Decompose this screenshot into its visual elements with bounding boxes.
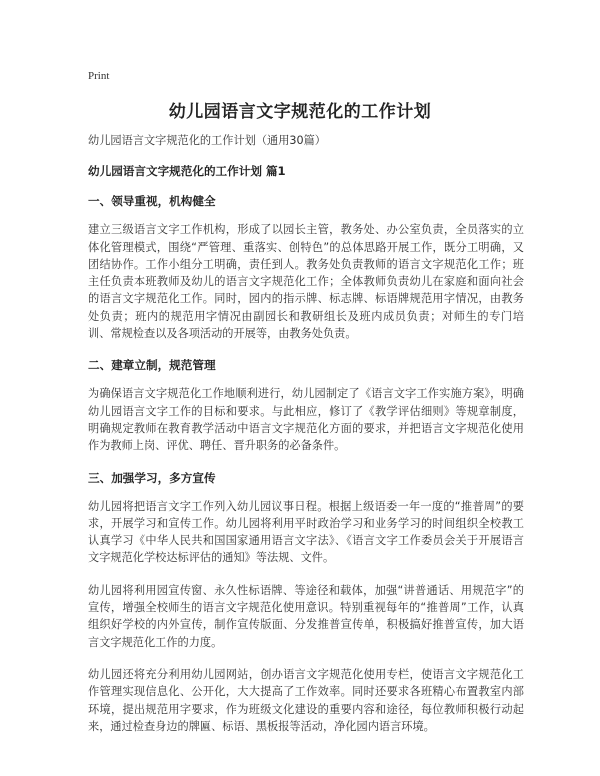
subtitle: 幼儿园语言文字规范化的工作计划（通用30篇） bbox=[88, 134, 326, 147]
section-1-paragraph-1: 建立三级语言文字工作机构，形成了以园长主管，教务处、办公室负责，全员落实的立体化管理模式，围绕“严管理、重落实、创特色”的总体思路开展工作，既分工明确，又团结协作。工作小组分工明确，责任到人。教务处负责教师的语言文字规范化工作；班主任负责本班教师及幼儿的语言文字规范化工作；全体教师负责幼儿在家庭和面向社会的语言文字规范化工作。同时，园内的指示牌、标志牌、标语牌规范用字情况，由教务处负责；班内的规范用字情况由副园长和教研组长及班内成员负责；对师生的专门培训、常规检查以及各项活动的开展等，由教务处负责。 bbox=[88, 223, 524, 341]
section-heading-2: 二、建章立制，规范管理 bbox=[88, 358, 216, 373]
section-3-paragraph-2: 幼儿园将利用园宣传窗、永久性标语牌、等途径和载体，加强“讲普通话、用规范字”的宣传，增强全校师生的语言文字规范化使用意识。特别重视每年的“推普周”工作，认真组织好学校的内外宣传，制作宣传版面、分发推普宣传单，积极搞好推普宣传，加大语言文字规范化工作的力度。 bbox=[88, 583, 524, 649]
section-2-paragraph-1: 为确保语言文字规范化工作地顺利进行，幼儿园制定了《语言文字工作实施方案》，明确幼儿园语言文字工作的目标和要求。与此相应，修订了《教学评估细则》等规章制度，明确规定教师在教育教学活动中语言文字规范化方面的要求，并把语言文字规范化使用作为教师上岗、评优、聘任、晋升职务的必备条件。 bbox=[88, 387, 524, 453]
section-3-paragraph-3: 幼儿园还将充分利用幼儿园网站，创办语言文字规范化使用专栏，使语言文字规范化工作管理实现信息化、公开化，大大提高了工作效率。同时还要求各班精心布置教室内部环境，提出规范用字要求，作为班级文化建设的重要内容和途径，每位教师积极行动起来，通过检查身边的牌匾、标语、黑板报等活动，净化园内语言环境。 bbox=[88, 667, 524, 733]
section-heading-3: 三、加强学习，多方宣传 bbox=[88, 470, 216, 485]
section-3-paragraph-1: 幼儿园将把语言文字工作列入幼儿园议事日程。根据上级语委一年一度的“推普周”的要求，开展学习和宣传工作。幼儿园将利用平时政治学习和业务学习的时间组织全校教工认真学习《中华人民共和国国家通用语言文字法》、《语言文字工作委员会关于开展语言文字规范化学校达标评估的通知》等法规、文件。 bbox=[88, 499, 524, 565]
document-body bbox=[88, 132, 524, 735]
page-title: 幼儿园语言文字规范化的工作计划 bbox=[168, 102, 432, 122]
article-heading: 幼儿园语言文字规范化的工作计划 篇1 bbox=[88, 164, 286, 179]
section-heading-1: 一、领导重视，机构健全 bbox=[88, 194, 216, 209]
print-link[interactable]: Print bbox=[88, 70, 110, 82]
